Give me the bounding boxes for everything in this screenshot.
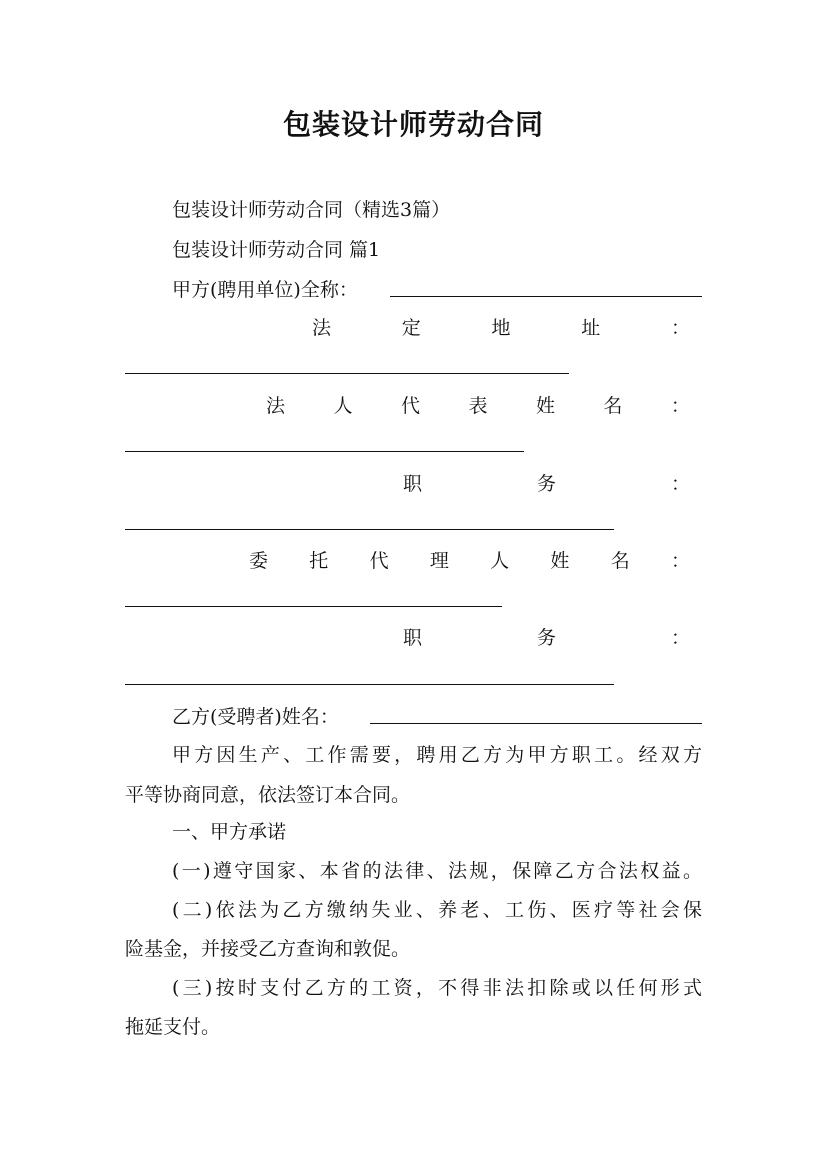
address-char: 法 (312, 317, 332, 339)
legal-rep-char: 代 (400, 395, 420, 417)
agent-blank (125, 606, 502, 607)
position-blank-1 (125, 529, 614, 530)
address-blank (125, 373, 569, 374)
position-char: 职 (403, 473, 423, 495)
item-1: (一)遵守国家、本省的法律、法规，保障乙方合法权益。 (172, 860, 702, 882)
address-char: 定 (401, 317, 421, 339)
position-colon: ： (670, 473, 690, 495)
position-blank-2 (125, 684, 614, 685)
agent-char: 姓 (550, 550, 570, 572)
legal-rep-char: 姓 (535, 395, 555, 417)
paragraph-1-line-2: 平等协商同意，依法签订本合同。 (125, 784, 411, 806)
agent-char: 代 (369, 550, 389, 572)
position-char: 务 (536, 627, 556, 649)
party-b-name-blank (370, 723, 702, 724)
address-char: 址 (581, 317, 601, 339)
position-label-1 (403, 471, 690, 497)
legal-rep-colon: ： (670, 395, 690, 417)
position-label-2 (403, 625, 690, 651)
legal-rep-char: 表 (468, 395, 488, 417)
position-colon: ： (670, 627, 690, 649)
address-label (312, 315, 690, 341)
position-char: 务 (536, 473, 556, 495)
party-a-name-blank (390, 296, 702, 297)
clause-heading: 一、甲方承诺 (172, 821, 287, 843)
section-heading: 包装设计师劳动合同 篇1 (172, 239, 381, 261)
item-3-line-1: (三)按时支付乙方的工资，不得非法扣除或以任何形式 (172, 977, 702, 999)
agent-char: 委 (249, 550, 269, 572)
item-2-line-1: (二)依法为乙方缴纳失业、养老、工伤、医疗等社会保 (172, 899, 702, 921)
legal-rep-char: 人 (333, 395, 353, 417)
paragraph-1-line-1: 甲方因生产、工作需要，聘用乙方为甲方职工。经双方 (172, 744, 702, 766)
agent-label (249, 548, 690, 574)
agent-colon: ： (670, 550, 690, 572)
party-a-name-label: 甲方(聘用单位)全称： (172, 279, 358, 301)
agent-char: 理 (429, 550, 449, 572)
legal-rep-label (266, 393, 690, 419)
legal-rep-char: 法 (266, 395, 286, 417)
agent-char: 名 (610, 550, 630, 572)
intro-line: 包装设计师劳动合同（精选3篇） (172, 199, 451, 221)
legal-rep-blank (125, 451, 524, 452)
party-b-name-label: 乙方(受聘者)姓名： (172, 706, 339, 728)
position-char: 职 (403, 627, 423, 649)
address-char: 地 (491, 317, 511, 339)
address-colon: ： (670, 317, 690, 339)
item-2-line-2: 险基金，并接受乙方查询和敦促。 (125, 938, 411, 960)
agent-char: 托 (309, 550, 329, 572)
document-title: 包装设计师劳动合同 (282, 108, 544, 141)
item-3-line-2: 拖延支付。 (125, 1016, 221, 1038)
agent-char: 人 (490, 550, 510, 572)
legal-rep-char: 名 (603, 395, 623, 417)
